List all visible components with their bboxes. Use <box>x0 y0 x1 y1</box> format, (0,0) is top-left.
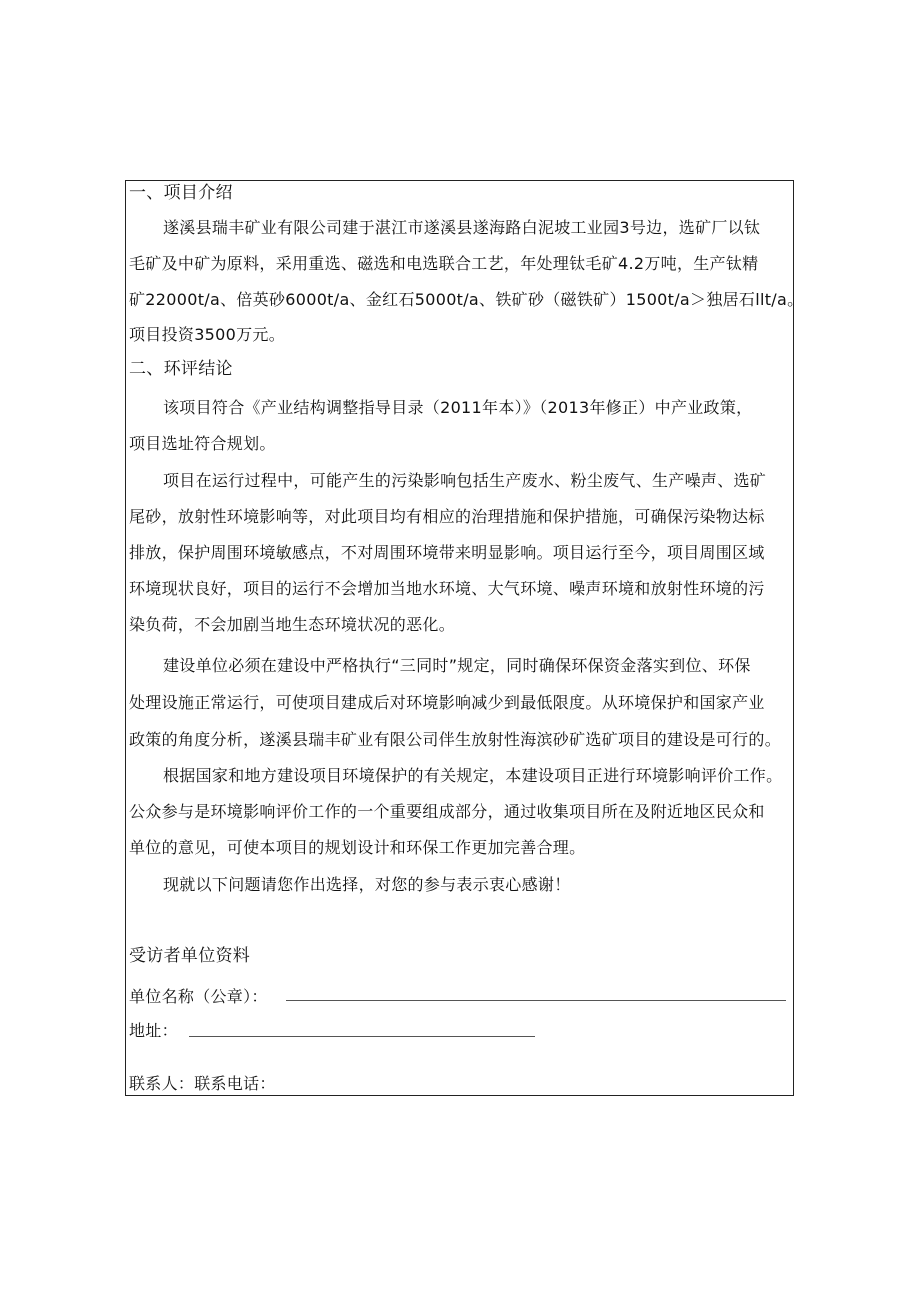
para3-line-1: 建设单位必须在建设中严格执行“三同时”规定，同时确保环保资金落实到位、环保 <box>163 656 751 675</box>
para2-line-4: 环境现状良好，项目的运行不会增加当地水环境、大气环境、噪声环境和放射性环境的污 <box>129 579 765 598</box>
para3-line-3: 政策的角度分析，遂溪县瑞丰矿业有限公司伴生放射性海滨砂矿选矿项目的建设是可行的。 <box>129 730 782 749</box>
section1-line-4: 项目投资3500万元。 <box>129 325 286 344</box>
section1-line-1: 遂溪县瑞丰矿业有限公司建于湛江市遂溪县遂海路白泥坡工业园3号边，选矿厂以钛 <box>163 218 761 237</box>
para3-line-2: 处理设施正常运行，可使项目建成后对环境影响减少到最低限度。从环境保护和国家产业 <box>129 693 765 712</box>
para4-line-2: 公众参与是环境影响评价工作的一个重要组成部分，通过收集项目所在及附近地区民众和 <box>129 802 765 821</box>
para4-line-1: 根据国家和地方建设项目环境保护的有关规定，本建设项目正进行环境影响评价工作。 <box>163 766 783 785</box>
section1-line-2: 毛矿及中矿为原料，采用重选、磁选和电选联合工艺，年处理钛毛矿4.2万吨，生产钛精 <box>129 254 759 273</box>
para1-line-1: 该项目符合《产业结构调整指导目录（2011年本）》（2013年修正）中产业政策， <box>163 398 753 417</box>
section2-heading: 二、环评结论 <box>129 359 233 379</box>
unit-name-label: 单位名称（公章）： <box>129 987 268 1006</box>
para1-line-2: 项目选址符合规划。 <box>129 434 276 453</box>
respondent-title: 受访者单位资料 <box>129 946 251 966</box>
para2-line-3: 排放，保护周围环境敏感点，不对周围环境带来明显影响。项目运行至今，项目周围区域 <box>129 543 765 562</box>
address-label: 地址： <box>129 1021 178 1040</box>
section1-heading: 一、项目介绍 <box>129 183 233 203</box>
para2-line-5: 染负荷，不会加剧当地生态环境状况的恶化。 <box>129 615 456 634</box>
para4-line-3: 单位的意见，可使本项目的规划设计和环保工作更加完善合理。 <box>129 838 586 857</box>
section1-line-3: 矿22000t/a、倍英砂6000t/a、金红石5000t/a、铁矿砂（磁铁矿）1500t/a＞独居石llt/a。 <box>129 290 804 309</box>
contact-label: 联系人：联系电话： <box>129 1074 276 1093</box>
para2-line-2: 尾砂，放射性环境影响等，对此项目均有相应的治理措施和保护措施，可确保污染物达标 <box>129 507 765 526</box>
para5-line: 现就以下问题请您作出选择，对您的参与表示衷心感谢！ <box>163 875 571 894</box>
address-field[interactable] <box>189 1036 535 1037</box>
unit-name-field[interactable] <box>286 1000 786 1001</box>
para2-line-1: 项目在运行过程中，可能产生的污染影响包括生产废水、粉尘废气、生产噪声、选矿 <box>163 471 767 490</box>
